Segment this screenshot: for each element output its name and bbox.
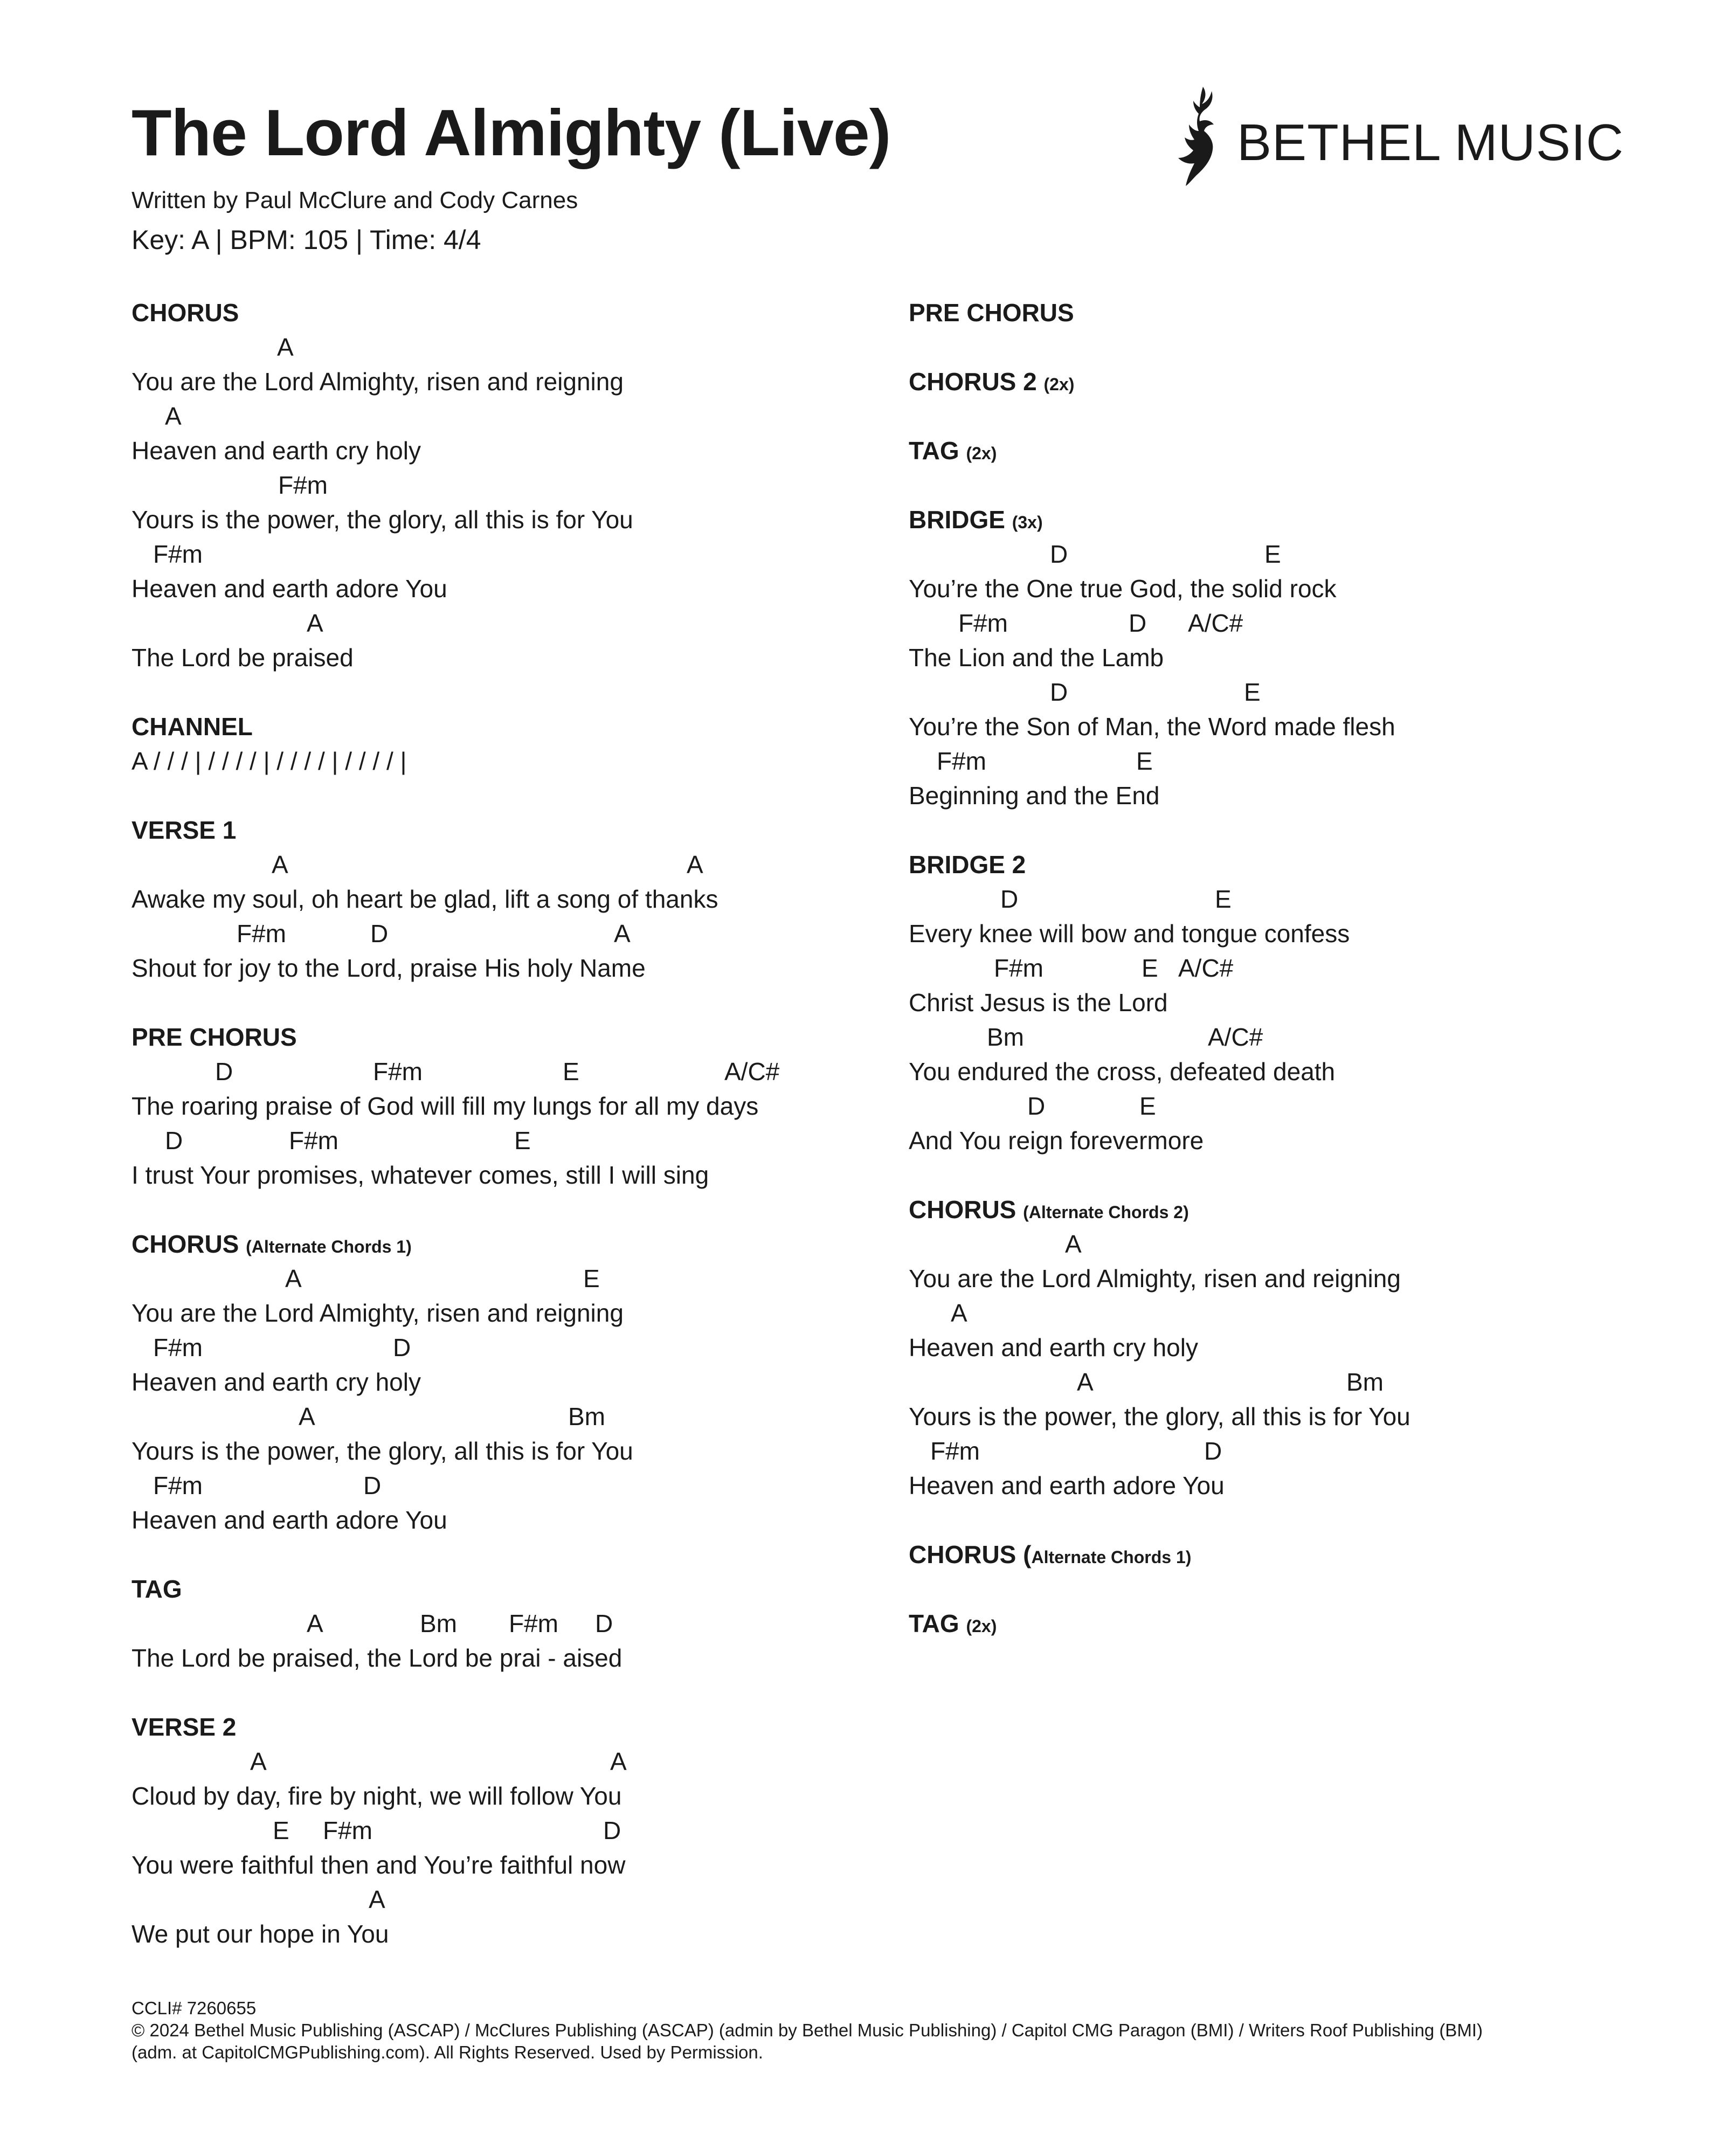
- lyric-line: You are the Lord Almighty, risen and reigning: [909, 1264, 1401, 1293]
- chord: F#m: [153, 1333, 203, 1362]
- right-column: [909, 295, 1663, 1675]
- channel-bars: A / / / | / / / / | / / / / | / / / / |: [132, 747, 407, 775]
- lyric-line: The roaring praise of God will fill my lungs for all my days: [132, 1092, 759, 1120]
- section-title-text: BRIDGE: [909, 506, 1005, 534]
- chord: E: [583, 1264, 600, 1293]
- section-note: (2x): [966, 1616, 997, 1636]
- chord: E: [1136, 747, 1153, 775]
- section-title: [909, 433, 1663, 468]
- chord: D: [1000, 885, 1019, 913]
- section-chorus-2: [909, 364, 1663, 399]
- chord-line: [132, 606, 886, 640]
- section-title: CHORUS: [132, 299, 239, 327]
- chord: A: [272, 851, 288, 879]
- section-channel: [132, 709, 886, 778]
- lyric-line: Heaven and earth adore You: [909, 1471, 1225, 1499]
- lyric-line: Awake my soul, oh heart be glad, lift a song of thanks: [132, 885, 718, 913]
- chord-line: [909, 1020, 1663, 1054]
- chord: F#m: [994, 954, 1043, 982]
- chord: E: [514, 1127, 531, 1155]
- chord-line: [909, 951, 1663, 985]
- chord-line: [132, 399, 886, 433]
- chord: F#m: [323, 1816, 372, 1844]
- section-note: Alternate Chords 1): [1031, 1547, 1192, 1567]
- section-note: (Alternate Chords 2): [1023, 1203, 1189, 1222]
- chord: A: [307, 609, 323, 637]
- chord: A: [307, 1609, 323, 1637]
- chord: D: [1204, 1437, 1222, 1465]
- section-note: (2x): [1043, 375, 1075, 394]
- chord: E: [1264, 540, 1281, 568]
- section-title: [909, 1537, 1663, 1572]
- chord-line: [132, 330, 886, 364]
- chord-line: [132, 1123, 886, 1158]
- chord: F#m: [958, 609, 1008, 637]
- section-title: VERSE 1: [132, 816, 237, 844]
- section-verse-1: [132, 813, 886, 985]
- chord: A: [951, 1299, 967, 1327]
- lyric-line: Every knee will bow and tongue confess: [909, 920, 1350, 948]
- chord: A: [299, 1402, 315, 1431]
- section-title-text: CHORUS: [132, 1230, 239, 1258]
- lyric-line: You endured the cross, defeated death: [909, 1058, 1336, 1086]
- section-bridge-2: [909, 847, 1663, 1158]
- chord: F#m: [153, 540, 203, 568]
- lyric-line: Beginning and the End: [909, 782, 1160, 810]
- section-note: (2x): [966, 444, 997, 463]
- lyric-line: The Lion and the Lamb: [909, 644, 1164, 672]
- chord: A: [285, 1264, 302, 1293]
- lyric-line: Yours is the power, the glory, all this is for You: [132, 506, 633, 534]
- chord: D: [393, 1333, 411, 1362]
- copyright-footer: [132, 1997, 1641, 2063]
- chord: E: [1244, 678, 1261, 706]
- lyric-line: Heaven and earth cry holy: [909, 1333, 1198, 1362]
- chord: F#m: [930, 1437, 980, 1465]
- chord: E: [563, 1058, 579, 1086]
- chord: A: [250, 1747, 267, 1775]
- chord: F#m: [937, 747, 986, 775]
- section-title: TAG: [132, 1575, 182, 1603]
- section-title: CHANNEL: [132, 713, 253, 741]
- section-title: PRE CHORUS: [909, 299, 1074, 327]
- chord-line: [909, 537, 1663, 571]
- section-title: PRE CHORUS: [132, 1023, 297, 1051]
- chord: A: [1065, 1230, 1082, 1258]
- chord-line: [909, 675, 1663, 709]
- chord: D: [603, 1816, 621, 1844]
- section-title: BRIDGE 2: [909, 851, 1026, 879]
- chord-line: [132, 847, 886, 882]
- section-title-text: CHORUS 2: [909, 368, 1037, 396]
- chord-line: [909, 1089, 1663, 1123]
- chord: F#m: [278, 471, 328, 499]
- songwriter-credits: Written by Paul McClure and Cody Carnes: [132, 187, 578, 213]
- lyric-line: Heaven and earth adore You: [132, 1506, 447, 1534]
- chord-line: [132, 1261, 886, 1296]
- chord: D: [215, 1058, 233, 1086]
- copyright-line: (adm. at CapitolCMGPublishing.com). All Rights Reserved. Used by Permission.: [132, 2042, 763, 2062]
- lyric-line: You are the Lord Almighty, risen and reigning: [132, 1299, 624, 1327]
- section-pre-chorus-repeat: [909, 295, 1663, 330]
- chord: D: [1050, 678, 1068, 706]
- section-chorus-alt-1: [132, 1227, 886, 1537]
- chord-line: [909, 1365, 1663, 1399]
- ccli-number: CCLI# 7260655: [132, 1998, 257, 2018]
- lyric-line: You are the Lord Almighty, risen and reigning: [132, 368, 624, 396]
- section-tag-repeat: [909, 433, 1663, 468]
- lyric-line: You’re the One true God, the solid rock: [909, 575, 1337, 603]
- section-note: (3x): [1012, 513, 1043, 532]
- section-chorus-alt-2: [909, 1192, 1663, 1503]
- section-tag-final: [909, 1606, 1663, 1641]
- chord: E: [1139, 1092, 1156, 1120]
- section-title-text: TAG: [909, 437, 959, 465]
- section-pre-chorus: [132, 1020, 886, 1192]
- chord: A: [610, 1747, 627, 1775]
- chord: Bm: [1346, 1368, 1384, 1396]
- left-column: [132, 295, 886, 1986]
- lyric-line: Cloud by day, fire by night, we will follow You: [132, 1782, 622, 1810]
- lyric-line: I trust Your promises, whatever comes, still I will sing: [132, 1161, 709, 1189]
- lyric-line: Heaven and earth cry holy: [132, 1368, 421, 1396]
- chord: E: [273, 1816, 289, 1844]
- chord-line: [132, 1882, 886, 1917]
- chord: D: [1129, 609, 1147, 637]
- chord-line: [909, 1227, 1663, 1261]
- lyric-line: And You reign forevermore: [909, 1127, 1204, 1155]
- chord-line: [909, 1434, 1663, 1468]
- section-chorus: [132, 295, 886, 675]
- section-title: VERSE 2: [132, 1713, 237, 1741]
- section-title-text: TAG: [909, 1609, 959, 1637]
- section-title: [909, 502, 1663, 537]
- section-bridge: [909, 502, 1663, 813]
- chord: A/C#: [1188, 609, 1243, 637]
- chord: D: [595, 1609, 613, 1637]
- chord: A: [687, 851, 703, 879]
- chord: A: [1077, 1368, 1094, 1396]
- chord: A/C#: [724, 1058, 780, 1086]
- chord: F#m: [153, 1471, 203, 1499]
- chord: A: [614, 920, 631, 948]
- lyric-line: You were faithful then and You’re faithful now: [132, 1851, 626, 1879]
- section-title-text: CHORUS (: [909, 1540, 1032, 1568]
- section-title-text: CHORUS: [909, 1196, 1016, 1224]
- chord-line: [909, 606, 1663, 640]
- chord: A: [165, 402, 182, 430]
- chord: Bm: [568, 1402, 605, 1431]
- copyright-line: © 2024 Bethel Music Publishing (ASCAP) / McClures Publishing (ASCAP) (admin by Bethel Music Publishing) / Capitol CMG Paragon (BMI) / Writers Roof Publishing (BMI): [132, 2020, 1483, 2040]
- song-title: The Lord Almighty (Live): [132, 96, 891, 169]
- lyric-line: We put our hope in You: [132, 1920, 389, 1948]
- stag-head-icon: [1170, 84, 1232, 186]
- lyric-line: Heaven and earth adore You: [132, 575, 447, 603]
- section-title: [909, 1192, 1663, 1227]
- logo-wordmark: BETHEL MUSIC: [1237, 114, 1624, 171]
- section-note: (Alternate Chords 1): [246, 1237, 412, 1256]
- lyric-line: Heaven and earth cry holy: [132, 437, 421, 465]
- chord-line: [132, 537, 886, 571]
- section-tag: [132, 1572, 886, 1675]
- chord-line: [909, 744, 1663, 778]
- section-title: [909, 1606, 1663, 1641]
- section-title: [132, 1227, 886, 1261]
- chord-line: [132, 1399, 886, 1434]
- chord: A/C#: [1208, 1023, 1263, 1051]
- chord: D: [1027, 1092, 1046, 1120]
- chord-line: [909, 882, 1663, 916]
- lyric-line: The Lord be praised: [132, 644, 354, 672]
- chord: F#m: [373, 1058, 423, 1086]
- chord-line: [132, 1813, 886, 1848]
- chord: E: [1215, 885, 1232, 913]
- chord-line: [132, 1054, 886, 1089]
- lyric-line: Christ Jesus is the Lord: [909, 989, 1168, 1017]
- chord: F#m: [509, 1609, 558, 1637]
- lyric-line: Yours is the power, the glory, all this is for You: [132, 1437, 633, 1465]
- chord-line: [132, 1606, 886, 1641]
- chord: A: [277, 333, 294, 361]
- chord-line: [132, 1744, 886, 1779]
- chord: D: [370, 920, 389, 948]
- lyric-line: Yours is the power, the glory, all this is for You: [909, 1402, 1410, 1431]
- chord: F#m: [237, 920, 286, 948]
- section-verse-2: [132, 1710, 886, 1951]
- chord: D: [165, 1127, 183, 1155]
- chord: D: [1050, 540, 1068, 568]
- section-title: [909, 364, 1663, 399]
- lyric-line: Shout for joy to the Lord, praise His holy Name: [132, 954, 646, 982]
- lyric-line: You’re the Son of Man, the Word made flesh: [909, 713, 1395, 741]
- chord: D: [363, 1471, 382, 1499]
- song-key-bpm-time: Key: A | BPM: 105 | Time: 4/4: [132, 225, 481, 255]
- chord: F#m: [289, 1127, 338, 1155]
- chord-line: [909, 1296, 1663, 1330]
- chord-line: [132, 1330, 886, 1365]
- chord: Bm: [987, 1023, 1024, 1051]
- chord: E: [1142, 954, 1158, 982]
- chord: Bm: [420, 1609, 457, 1637]
- chord-line: [132, 468, 886, 502]
- chord-line: [132, 1468, 886, 1503]
- section-chorus-alt-1-repeat: [909, 1537, 1663, 1572]
- lyric-line: The Lord be praised, the Lord be prai - aised: [132, 1644, 623, 1672]
- chord: A/C#: [1178, 954, 1234, 982]
- bethel-music-logo: [1170, 84, 1624, 186]
- chord-line: [132, 916, 886, 951]
- chord: A: [369, 1885, 385, 1913]
